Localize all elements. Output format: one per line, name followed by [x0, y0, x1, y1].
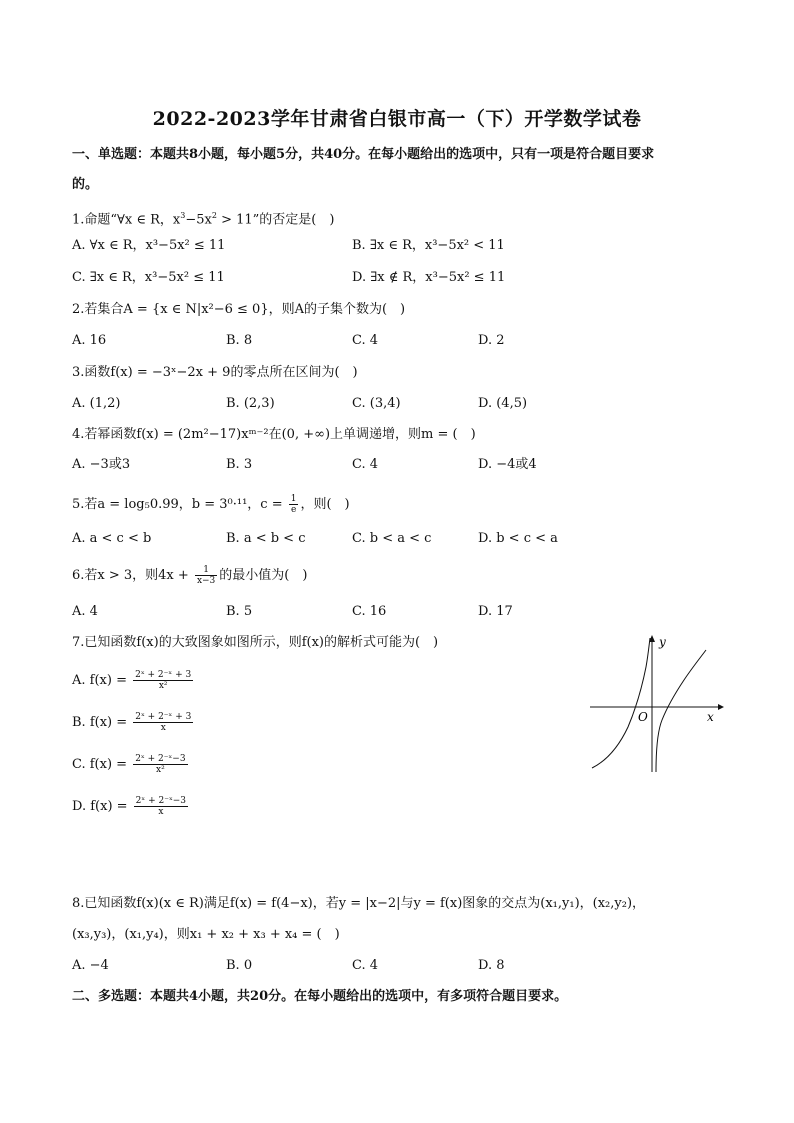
- q4-option-c: C. 4: [352, 457, 379, 472]
- q1-option-b: B. ∃x ∈ R，x³−5x² < 11: [352, 238, 505, 253]
- q6-stem: 6.若x > 3，则4x + $\frac{1}{x-3}$ 的最小值为( ): [72, 565, 308, 586]
- graph-right-branch: [656, 650, 706, 772]
- q8-option-d: D. 8: [478, 958, 505, 973]
- q5-option-a: A. a < c < b: [72, 531, 152, 546]
- q5-stem: 5.若a = log₅0.99，b = 3⁰·¹¹，c = $\frac{1}{e}$ ，则( ): [72, 494, 350, 515]
- q8-option-c: C. 4: [352, 958, 379, 973]
- q7-option-b: B. f(x) = $\frac{\text{2ˣ + 2⁻ˣ + 3}}{x}$: [72, 712, 192, 733]
- q6-option-c: C. 16: [352, 604, 387, 619]
- q5-option-b: B. a < b < c: [226, 531, 306, 546]
- q6-option-d: D. 17: [478, 604, 513, 619]
- x-axis-arrow: [718, 704, 724, 710]
- q4-option-b: B. 3: [226, 457, 253, 472]
- q2-option-d: D. 2: [478, 333, 505, 348]
- q4-option-d: D. −4或4: [478, 457, 537, 472]
- q3-option-d: D. (4,5): [478, 396, 528, 411]
- q2-option-c: C. 4: [352, 333, 379, 348]
- q1-option-c: C. ∃x ∈ R，x³−5x² ≤ 11: [72, 270, 225, 285]
- q7-stem: 7.已知函数f(x)的大致图象如图所示，则f(x)的解析式可能为( ): [72, 635, 439, 650]
- q6-option-a: A. 4: [72, 604, 98, 619]
- q6-fraction: $\frac{1}{x-3}$: [196, 565, 216, 586]
- q8-stem-line2: (x₃,y₃)，(x₁,y₄)，则x₁ + x₂ + x₃ + x₄ = ( ): [72, 927, 340, 942]
- page-title: 2022-2023学年甘肃省白银市高一（下）开学数学试卷: [152, 108, 642, 130]
- q5-option-c: C. b < a < c: [352, 531, 432, 546]
- section2-heading: 二、多选题：本题共4小题，共20分。在每小题给出的选项中，有多项符合题目要求。: [72, 989, 568, 1004]
- q5-fraction: $\frac{1}{e}$: [290, 494, 297, 515]
- q3-option-b: B. (2,3): [226, 396, 275, 411]
- q1-option-a: A. ∀x ∈ R，x³−5x² ≤ 11: [72, 238, 226, 253]
- q2-option-a: A. 16: [72, 333, 107, 348]
- q2-stem: 2.若集合A = {x ∈ N|x²−6 ≤ 0}，则A的子集个数为( ): [72, 302, 406, 317]
- q3-option-c: C. (3,4): [352, 396, 401, 411]
- graph-left-branch: [592, 638, 650, 768]
- q4-option-a: A. −3或3: [72, 457, 131, 472]
- q8-option-b: B. 0: [226, 958, 253, 973]
- q7-option-a: A. f(x) = $\frac{\text{2ˣ + 2⁻ˣ + 3}}{\text{x²}}$: [72, 670, 192, 691]
- graph-origin-label: O: [638, 710, 648, 724]
- graph-x-label: x: [707, 710, 714, 724]
- q1-stem: 1.命题“∀x ∈ R，$x^3-5x^2 > 11$”的否定是( ): [72, 211, 335, 228]
- q3-option-a: A. (1,2): [72, 396, 121, 411]
- q3-stem: 3.函数f(x) = −3ˣ−2x + 9的零点所在区间为( ): [72, 365, 358, 380]
- q2-option-b: B. 8: [226, 333, 253, 348]
- q7-option-c: C. f(x) = $\frac{\text{2ˣ + 2⁻ˣ−3}}{\text{x²}}$: [72, 754, 186, 775]
- q4-stem: 4.若幂函数f(x) = (2m²−17)xᵐ⁻²在(0, +∞)上单调递增，则m = ( ): [72, 427, 476, 442]
- q6-option-b: B. 5: [226, 604, 253, 619]
- q7-option-d: D. f(x) = $\frac{\text{2ˣ + 2⁻ˣ−3}}{x}$: [72, 796, 187, 817]
- section1-heading-cont: 的。: [72, 177, 99, 192]
- q7-function-graph: [588, 632, 728, 774]
- q8-option-a: A. −4: [72, 958, 109, 973]
- section1-heading: 一、单选题：本题共8小题，每小题5分，共40分。在每小题给出的选项中，只有一项是符合题目要求: [72, 147, 655, 162]
- q5-option-d: D. b < c < a: [478, 531, 558, 546]
- graph-y-label: y: [659, 635, 666, 649]
- q8-stem-line1: 8.已知函数f(x)(x ∈ R)满足f(x) = f(4−x)，若y = |x−2|与y = f(x)图象的交点为(x₁,y₁)，(x₂,y₂)，: [72, 896, 646, 911]
- q1-option-d: D. ∃x ∉ R，x³−5x² ≤ 11: [352, 270, 506, 285]
